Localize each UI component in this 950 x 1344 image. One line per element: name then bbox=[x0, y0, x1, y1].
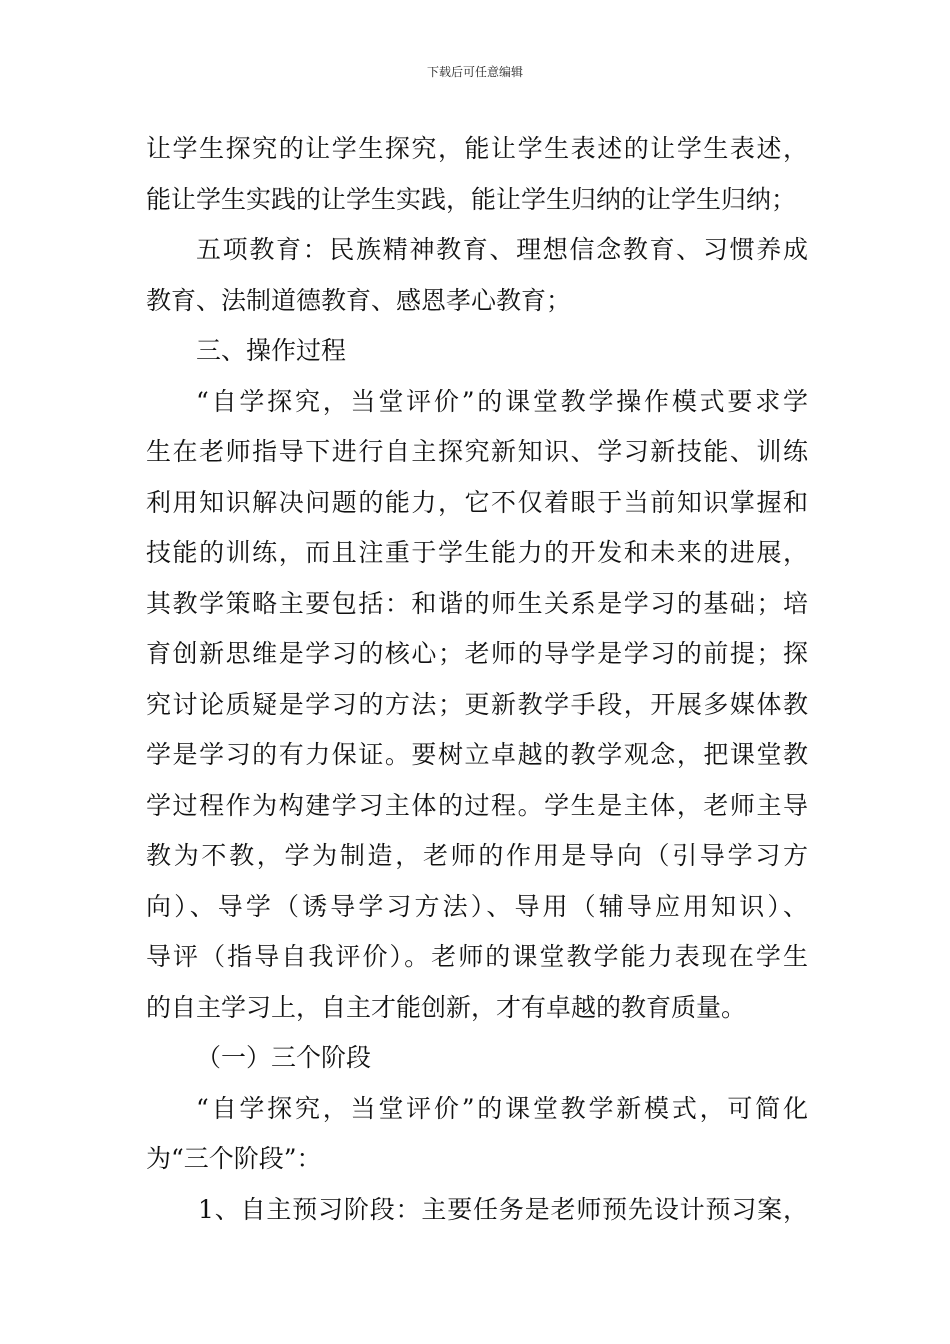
text-line: 的自主学习上，自主才能创新，才有卓越的教育质量。 bbox=[146, 992, 747, 1022]
text-line: 让学生探究的让学生探究，能让学生表述的让学生表述， bbox=[146, 134, 808, 163]
text-line: 其教学策略主要包括：和谐的师生关系是学习的基础；培 bbox=[146, 588, 808, 618]
text-line: 教育、法制道德教育、感恩孝心教育； bbox=[146, 285, 572, 315]
text-line: “自学探究，当堂评价”的课堂教学操作模式要求学 bbox=[196, 386, 808, 416]
page-header: 下载后可任意编辑 bbox=[426, 65, 523, 79]
document-body bbox=[146, 124, 808, 1235]
text-line: 能让学生实践的让学生实践，能让学生归纳的让学生归纳； bbox=[146, 184, 797, 214]
text-line: 三、操作过程 bbox=[196, 336, 347, 365]
text-line: 究讨论质疑是学习的方法；更新教学手段，开展多媒体教 bbox=[146, 689, 808, 719]
text-line: 向）、导学（诱导学习方法）、导用（辅导应用知识）、 bbox=[146, 891, 808, 921]
text-line: 技能的训练，而且注重于学生能力的开发和未来的进展， bbox=[146, 538, 808, 567]
text-line: （一）三个阶段 bbox=[196, 1043, 372, 1072]
text-line: 教为不教，学为制造，老师的作用是导向（引导学习方 bbox=[146, 841, 808, 870]
text-line: 为“三个阶段”： bbox=[146, 1144, 322, 1173]
text-line: 学过程作为构建学习主体的过程。学生是主体，老师主导 bbox=[146, 790, 808, 820]
text-line: 生在老师指导下进行自主探究新知识、学习新技能、训练 bbox=[146, 437, 808, 466]
text-line: 五项教育：民族精神教育、理想信念教育、习惯养成 bbox=[196, 235, 808, 264]
text-line: “自学探究，当堂评价”的课堂教学新模式，可简化 bbox=[196, 1093, 808, 1123]
text-line: 学是学习的有力保证。要树立卓越的教学观念，把课堂教 bbox=[146, 740, 808, 769]
text-line: 导评（指导自我评价）。老师的课堂教学能力表现在学生 bbox=[146, 942, 808, 971]
text-line: 育创新思维是学习的核心；老师的导学是学习的前提；探 bbox=[146, 639, 808, 668]
text-line: 利用知识解决问题的能力，它不仅着眼于当前知识掌握和 bbox=[146, 487, 808, 517]
text-line: 1、自主预习阶段：主要任务是老师预先设计预习案， bbox=[198, 1194, 808, 1224]
